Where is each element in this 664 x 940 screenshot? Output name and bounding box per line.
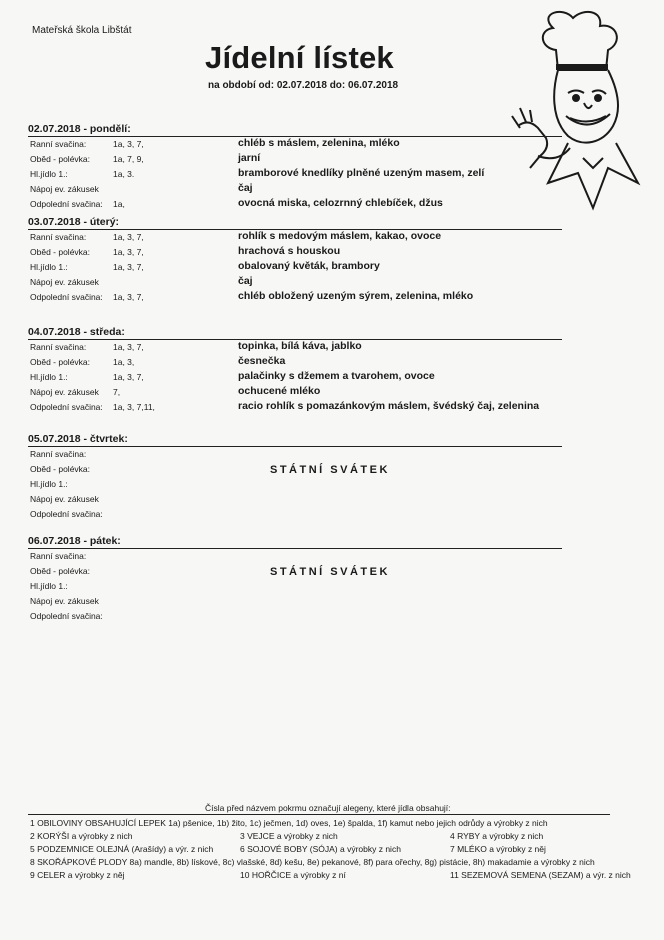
meal-dish: palačinky s džemem a tvarohem, ovoce bbox=[238, 370, 435, 382]
day-header: 06.07.2018 - pátek: bbox=[28, 535, 121, 547]
meal-label: Oběd - polévka: bbox=[30, 357, 91, 367]
holiday-label: STÁTNÍ SVÁTEK bbox=[270, 464, 390, 476]
meal-dish: ovocná miska, celozrnný chlebíček, džus bbox=[238, 197, 443, 209]
meal-row bbox=[28, 340, 562, 355]
meal-dish: rohlík s medovým máslem, kakao, ovoce bbox=[238, 230, 442, 242]
school-name: Mateřská škola Libštát bbox=[32, 25, 132, 36]
period-range: na období od: 02.07.2018 do: 06.07.2018 bbox=[208, 80, 399, 91]
meal-label: Nápoj ev. zákusek bbox=[30, 596, 99, 606]
meal-label: Hl.jídlo 1.: bbox=[30, 262, 68, 272]
meal-row bbox=[28, 447, 562, 462]
day-block bbox=[28, 326, 562, 415]
meal-row bbox=[28, 197, 562, 212]
day-block bbox=[28, 216, 562, 305]
meal-label: Hl.jídlo 1.: bbox=[30, 581, 68, 591]
meal-dish: ochucené mléko bbox=[238, 385, 321, 397]
allergen-item: 6 SOJOVÉ BOBY (SÓJA) a výrobky z nich bbox=[240, 844, 401, 854]
meal-label: Ranní svačina: bbox=[30, 342, 87, 352]
meal-allergens: 1a, 3, bbox=[113, 357, 135, 367]
meal-dish: bramborové knedlíky plněné uzeným masem, zelí bbox=[238, 167, 485, 179]
meal-row bbox=[28, 152, 562, 167]
meal-row bbox=[28, 579, 562, 594]
meal-label: Hl.jídlo 1.: bbox=[30, 169, 68, 179]
meal-allergens: 7, bbox=[113, 387, 121, 397]
meal-row bbox=[28, 594, 562, 609]
meal-allergens: 1a, 7, 9, bbox=[113, 154, 144, 164]
meal-row bbox=[28, 370, 562, 385]
meal-dish: obalovaný květák, brambory bbox=[238, 260, 380, 272]
meal-label: Hl.jídlo 1.: bbox=[30, 479, 68, 489]
meal-dish: hrachová s houskou bbox=[238, 245, 341, 257]
meal-label: Nápoj ev. zákusek bbox=[30, 387, 99, 397]
meal-row bbox=[28, 549, 562, 564]
allergen-line-8: 8 SKOŘÁPKOVÉ PLODY 8a) mandle, 8b) lískové, 8c) vlašské, 8d) kešu, 8e) pekanové, 8f) para ořechy, 8g) pistácie, 8h) makadamie a výrobky z nich bbox=[30, 857, 595, 867]
meal-label: Odpolední svačina: bbox=[30, 509, 103, 519]
day-header: 03.07.2018 - úterý: bbox=[28, 216, 120, 228]
meal-label: Oběd - polévka: bbox=[30, 154, 91, 164]
meal-allergens: 1a, 3, 7, bbox=[113, 342, 144, 352]
meal-dish: chléb obložený uzeným sýrem, zelenina, mléko bbox=[238, 290, 474, 302]
meal-allergens: 1a, 3, 7, bbox=[113, 232, 144, 242]
page-title: Jídelní lístek bbox=[205, 40, 394, 75]
allergen-item: 10 HOŘČICE a výrobky z ní bbox=[240, 870, 346, 880]
meal-label: Ranní svačina: bbox=[30, 449, 87, 459]
meal-row bbox=[28, 609, 562, 624]
meal-dish: chléb s máslem, zelenina, mléko bbox=[238, 137, 400, 149]
meal-row bbox=[28, 230, 562, 245]
meal-row bbox=[28, 355, 562, 370]
day-header: 04.07.2018 - středa: bbox=[28, 326, 125, 338]
meal-row bbox=[28, 507, 562, 522]
meal-dish: jarní bbox=[238, 152, 261, 164]
allergen-item: 2 KORÝŠI a výrobky z nich bbox=[30, 831, 133, 841]
meal-row bbox=[28, 400, 562, 415]
meal-row bbox=[28, 492, 562, 507]
meal-row bbox=[28, 137, 562, 152]
meal-allergens: 1a, 3, 7, bbox=[113, 372, 144, 382]
day-header: 02.07.2018 - pondělí: bbox=[28, 123, 131, 135]
meal-dish: česnečka bbox=[238, 355, 286, 367]
meal-label: Hl.jídlo 1.: bbox=[30, 372, 68, 382]
allergen-item: 4 RYBY a výrobky z nich bbox=[450, 831, 544, 841]
allergen-legend-box bbox=[28, 814, 631, 880]
meal-row bbox=[28, 385, 562, 400]
meal-label: Oběd - polévka: bbox=[30, 566, 91, 576]
meal-label: Odpolední svačina: bbox=[30, 199, 103, 209]
meal-label: Ranní svačina: bbox=[30, 232, 87, 242]
meal-dish: topinka, bílá káva, jablko bbox=[238, 340, 362, 352]
day-block bbox=[28, 123, 562, 212]
meal-label: Odpolední svačina: bbox=[30, 402, 103, 412]
meal-row bbox=[28, 245, 562, 260]
meal-label: Oběd - polévka: bbox=[30, 247, 91, 257]
allergen-item: 9 CELER a výrobky z něj bbox=[30, 870, 125, 880]
meal-label: Ranní svačina: bbox=[30, 139, 87, 149]
meal-allergens: 1a, 3, 7,11, bbox=[113, 402, 155, 412]
meal-row bbox=[28, 167, 562, 182]
allergen-item: 7 MLÉKO a výrobky z něj bbox=[450, 844, 546, 854]
meal-label: Odpolední svačina: bbox=[30, 611, 103, 621]
meal-label: Nápoj ev. zákusek bbox=[30, 184, 99, 194]
meal-label: Ranní svačina: bbox=[30, 551, 87, 561]
allergen-legend-header: Čísla před názvem pokrmu označují alegeny, které jídla obsahují: bbox=[205, 803, 451, 813]
allergen-line-1: 1 OBILOVINY OBSAHUJÍCÍ LEPEK 1a) pšenice, 1b) žito, 1c) ječmen, 1d) oves, 1e) špalda, 1f) kamut nebo jejich odrůdy a výrobky z nich bbox=[30, 818, 548, 828]
meal-label: Nápoj ev. zákusek bbox=[30, 277, 99, 287]
day-header: 05.07.2018 - čtvrtek: bbox=[28, 433, 128, 445]
meal-dish: čaj bbox=[238, 275, 253, 287]
holiday-label: STÁTNÍ SVÁTEK bbox=[270, 566, 390, 578]
meal-allergens: 1a, 3, 7, bbox=[113, 262, 144, 272]
meal-row bbox=[28, 182, 562, 197]
meal-allergens: 1a, 3, 7, bbox=[113, 292, 144, 302]
meal-row bbox=[28, 477, 562, 492]
meal-allergens: 1a, 3. bbox=[113, 169, 135, 179]
day-block bbox=[28, 433, 562, 522]
meal-row bbox=[28, 260, 562, 275]
meal-label: Nápoj ev. zákusek bbox=[30, 494, 99, 504]
meal-label: Odpolední svačina: bbox=[30, 292, 103, 302]
allergen-item: 5 PODZEMNICE OLEJNÁ (Arašídy) a výr. z nich bbox=[30, 844, 214, 854]
meal-label: Oběd - polévka: bbox=[30, 464, 91, 474]
day-block bbox=[28, 535, 562, 624]
allergen-item: 11 SEZEMOVÁ SEMENA (SEZAM) a výr. z nich bbox=[450, 870, 631, 880]
meal-row bbox=[28, 275, 562, 290]
meal-allergens: 1a, bbox=[113, 199, 125, 209]
meal-dish: čaj bbox=[238, 182, 253, 194]
meal-row bbox=[28, 290, 562, 305]
meal-allergens: 1a, 3, 7, bbox=[113, 139, 144, 149]
allergen-item: 3 VEJCE a výrobky z nich bbox=[240, 831, 338, 841]
meal-allergens: 1a, 3, 7, bbox=[113, 247, 144, 257]
meal-dish: racio rohlík s pomazánkovým máslem, švédský čaj, zelenina bbox=[238, 400, 540, 412]
